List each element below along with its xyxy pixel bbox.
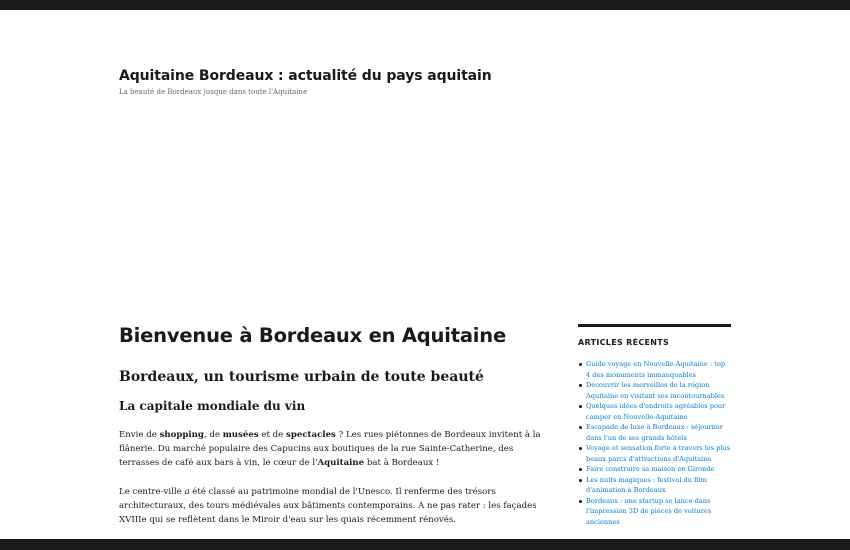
recent-post-link[interactable]: Bordeaux : une startup se lance dans l'impression 3D de pièces de voitures anciennes — [586, 496, 712, 526]
recent-post-link[interactable]: Voyage et sensation forte à travers les plus beaux parcs d'attractions d'Aquitaine — [586, 444, 731, 463]
italic-run: a — [184, 486, 190, 497]
list-item — [578, 380, 731, 401]
article-subheading: Bordeaux, un tourisme urbain de toute beauté — [119, 369, 484, 385]
article-paragraph-2 — [119, 485, 549, 528]
text-run: Le centre-ville — [119, 486, 185, 497]
text-run: , de — [203, 430, 223, 440]
list-item — [578, 359, 731, 380]
widget-title: ARTICLES RÉCENTS — [578, 338, 670, 347]
recent-posts-widget — [578, 324, 731, 527]
article-paragraph-1 — [119, 428, 549, 471]
list-item — [578, 443, 731, 464]
bold-musees: musées — [222, 430, 259, 440]
article-title: Bienvenue à Bordeaux en Aquitaine — [119, 324, 506, 347]
text-run: ? Les rues piétonnes de Bordeaux invitent à la flânerie. Du marché populaire des Capucins aux boutiques de la rue Sainte-Catherine, des terrasses de café aux bars à vin, le cœur de l' — [119, 430, 541, 469]
recent-posts-list — [578, 359, 731, 527]
text-run: et de — [258, 430, 286, 440]
list-item — [578, 422, 731, 443]
site-title-link[interactable]: Aquitaine Bordeaux : actualité du pays aquitain — [119, 68, 492, 84]
recent-post-link[interactable]: Quelques idées d'endroits agréables pour camper en Nouvelle-Aquitaine — [586, 402, 726, 421]
recent-post-link[interactable]: Guide voyage en Nouvelle-Aquitaine : top 4 des monuments immanquables — [586, 360, 726, 379]
list-item — [578, 475, 731, 496]
article — [119, 322, 549, 527]
bold-aquitaine: Aquitaine — [317, 458, 365, 469]
recent-post-link[interactable]: Escapade de luxe à Bordeaux : séjourner dans l'un de ses grands hôtels — [586, 423, 723, 442]
list-item — [578, 464, 731, 475]
recent-post-link[interactable]: Faire construire sa maison en Gironde — [586, 465, 715, 473]
text-run: bat à Bordeaux ! — [364, 458, 440, 469]
bold-shopping: shopping — [159, 430, 204, 440]
recent-post-link[interactable]: Les nuits magiques : festival du film d'animation à Bordeaux — [586, 475, 707, 494]
site-description: La beauté de Bordeaux jusque dans toute l'Aquitaine — [119, 88, 308, 96]
text-run: été classé au patrimoine mondial de l'Unesco. Il renferme des trésors architecturaux, des tours médiévales aux bâtiments contemporains. A ne pas rater : les façades XVIIIe qui se reflètent dans le Miroir d'eau sur les quais récemment rénovés. — [119, 486, 537, 526]
list-item — [578, 496, 731, 528]
bold-spectacles: spectacles — [286, 430, 336, 440]
page — [0, 10, 850, 539]
recent-post-link[interactable]: Découvrir les merveilles de la région Aquitaine en visitant ses incontournables — [586, 381, 725, 400]
article-section-heading: La capitale mondiale du vin — [119, 399, 306, 413]
text-run: Envie de — [119, 430, 160, 440]
list-item — [578, 401, 731, 422]
